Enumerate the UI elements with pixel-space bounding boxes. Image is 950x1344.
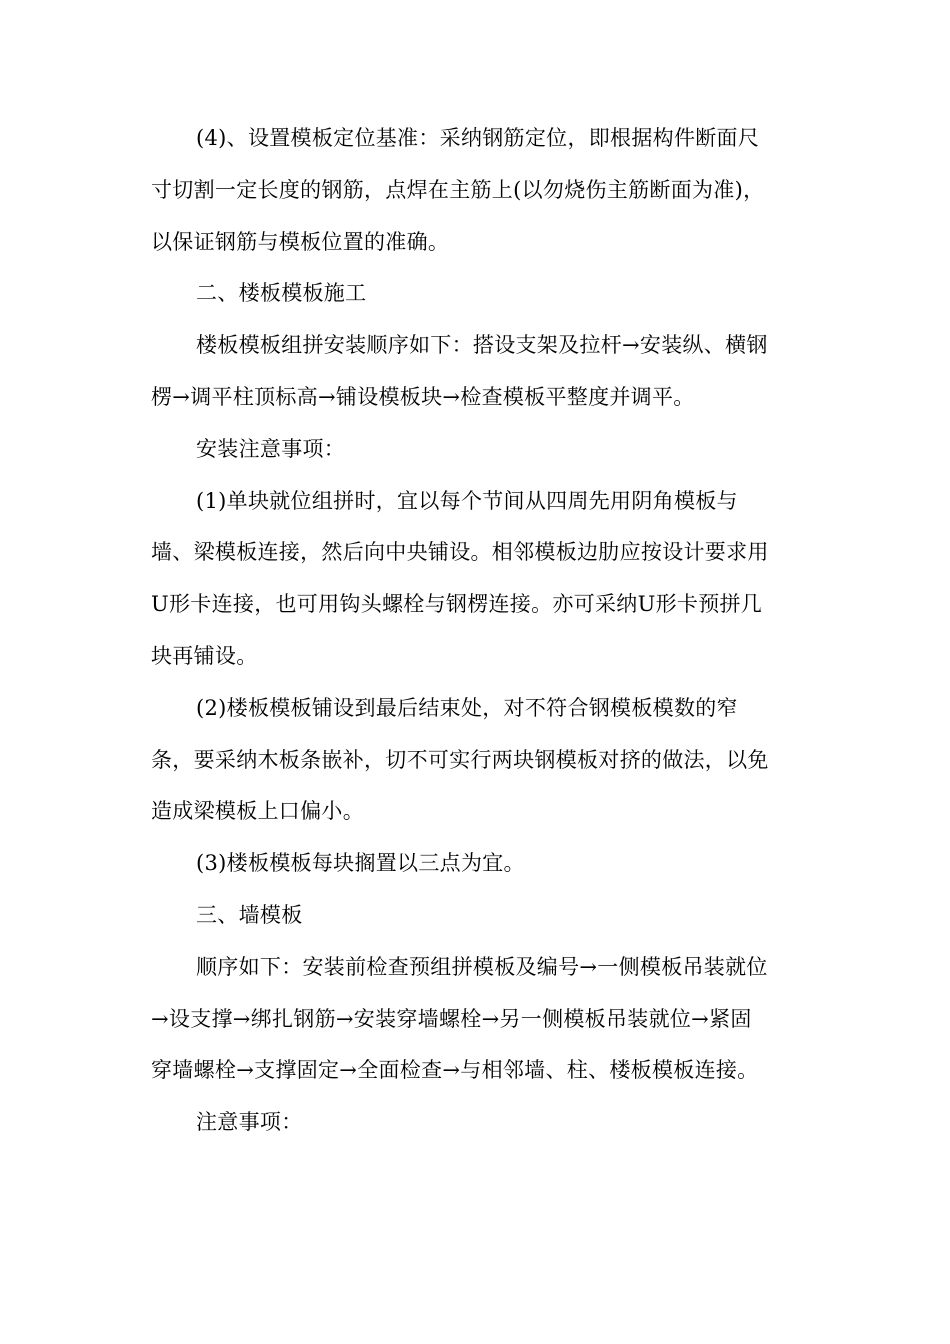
section-heading: 三、墙模板 [196, 902, 303, 927]
paragraph-line: 墙、梁模板连接，然后向中央铺设。相邻模板边肋应按设计要求用 [151, 540, 769, 565]
paragraph-line: 块再铺设。 [151, 643, 258, 668]
paragraph-line: 以保证钢筋与模板位置的准确。 [151, 229, 450, 254]
paragraph-line: (2)楼板模板铺设到最后结束处，对不符合钢模板模数的窄 [196, 695, 738, 720]
paragraph-line: →设支撑→绑扎钢筋→安装穿墙螺栓→另一侧模板吊装就位→紧固 [151, 1006, 752, 1031]
paragraph-line: 顺序如下：安装前检查预组拼模板及编号→一侧模板吊装就位 [196, 954, 768, 979]
paragraph-line: (1)单块就位组拼时，宜以每个节间从四周先用阴角模板与 [196, 488, 738, 513]
subheading: 注意事项： [196, 1110, 303, 1135]
paragraph-line: (3)楼板模板每块搁置以三点为宜。 [196, 851, 525, 876]
paragraph-line: 楞→调平柱顶标高→铺设模板块→检查模板平整度并调平。 [151, 384, 695, 409]
paragraph-line: 寸切割一定长度的钢筋，点焊在主筋上(以勿烧伤主筋断面为准)， [151, 177, 765, 202]
paragraph-line: U形卡连接，也可用钩头螺栓与钢楞连接。亦可采纳U形卡预拼几 [151, 592, 763, 617]
paragraph-line: 楼板模板组拼安装顺序如下：搭设支架及拉杆→安装纵、横钢 [196, 333, 768, 358]
paragraph-line: (4)、设置模板定位基准：采纳钢筋定位，即根据构件断面尺 [196, 126, 760, 150]
document-body [151, 118, 801, 1154]
subheading: 安装注意事项： [196, 436, 346, 461]
section-heading: 二、楼板模板施工 [196, 281, 367, 306]
paragraph-line: 穿墙螺栓→支撑固定→全面检查→与相邻墙、柱、楼板模板连接。 [151, 1058, 759, 1083]
paragraph-line: 造成梁模板上口偏小。 [151, 799, 364, 824]
paragraph-line: 条，要采纳木板条嵌补，切不可实行两块钢模板对挤的做法，以免 [151, 747, 769, 772]
